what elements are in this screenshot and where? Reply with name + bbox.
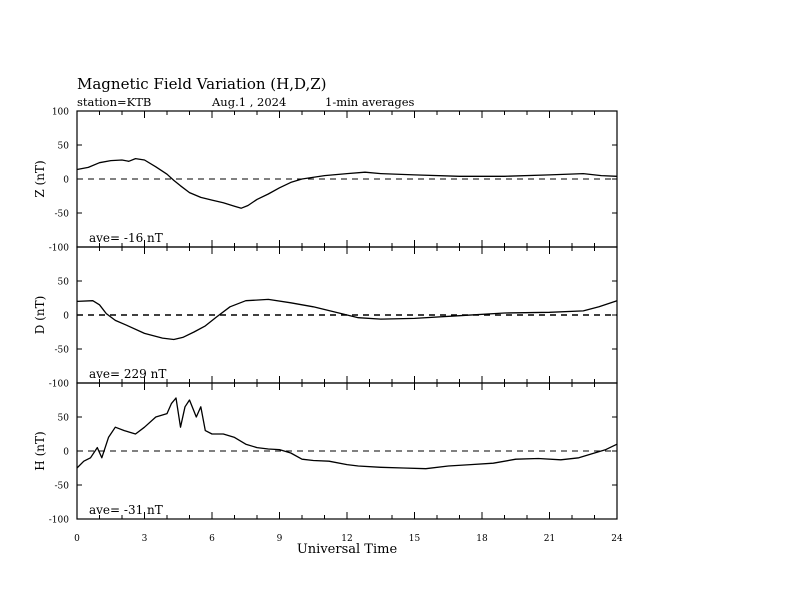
x-tick-label: 18 [476,534,488,544]
y-axis-label-z: Z (nT) [33,160,47,198]
y-tick-label-z: 50 [57,141,69,152]
average-label-d: ave= 229 nT [89,367,167,381]
x-tick-label: 3 [141,534,148,544]
series-line-d [77,299,617,339]
x-axis-label: Universal Time [296,542,398,557]
series-line-z [77,159,617,209]
y-tick-label-h: -100 [48,515,69,526]
y-tick-label-z: 100 [51,107,69,118]
date-label: Aug.1 , 2024 [212,95,287,109]
y-tick-label-d: 50 [57,277,69,288]
y-tick-label-z: 0 [63,175,69,186]
averaging-label: 1-min averages [325,95,415,109]
y-tick-label-d: -100 [48,379,69,390]
y-tick-label-h: -50 [54,481,69,492]
y-tick-label-z: -100 [48,243,69,254]
chart-title: Magnetic Field Variation (H,D,Z) [77,75,327,93]
x-tick-label: 21 [543,534,556,544]
y-axis-label-h: H (nT) [33,431,47,471]
y-tick-label-h: 50 [57,413,69,424]
average-label-h: ave= -31 nT [89,503,163,517]
x-tick-label: 24 [611,534,623,544]
series-line-h [77,398,617,469]
x-tick-label: 6 [209,534,215,544]
average-label-z: ave= -16 nT [89,231,163,245]
y-tick-label-d: -50 [54,345,69,356]
y-tick-label-d: 0 [63,311,69,322]
y-axis-label-d: D (nT) [33,295,47,335]
y-tick-label-h: 0 [63,447,69,458]
x-tick-label: 12 [341,534,353,544]
x-tick-label: 15 [408,534,421,544]
x-tick-label: 0 [74,534,80,544]
station-label: station=KTB [77,95,152,109]
y-tick-label-z: -50 [54,209,69,220]
x-tick-label: 9 [276,534,283,544]
